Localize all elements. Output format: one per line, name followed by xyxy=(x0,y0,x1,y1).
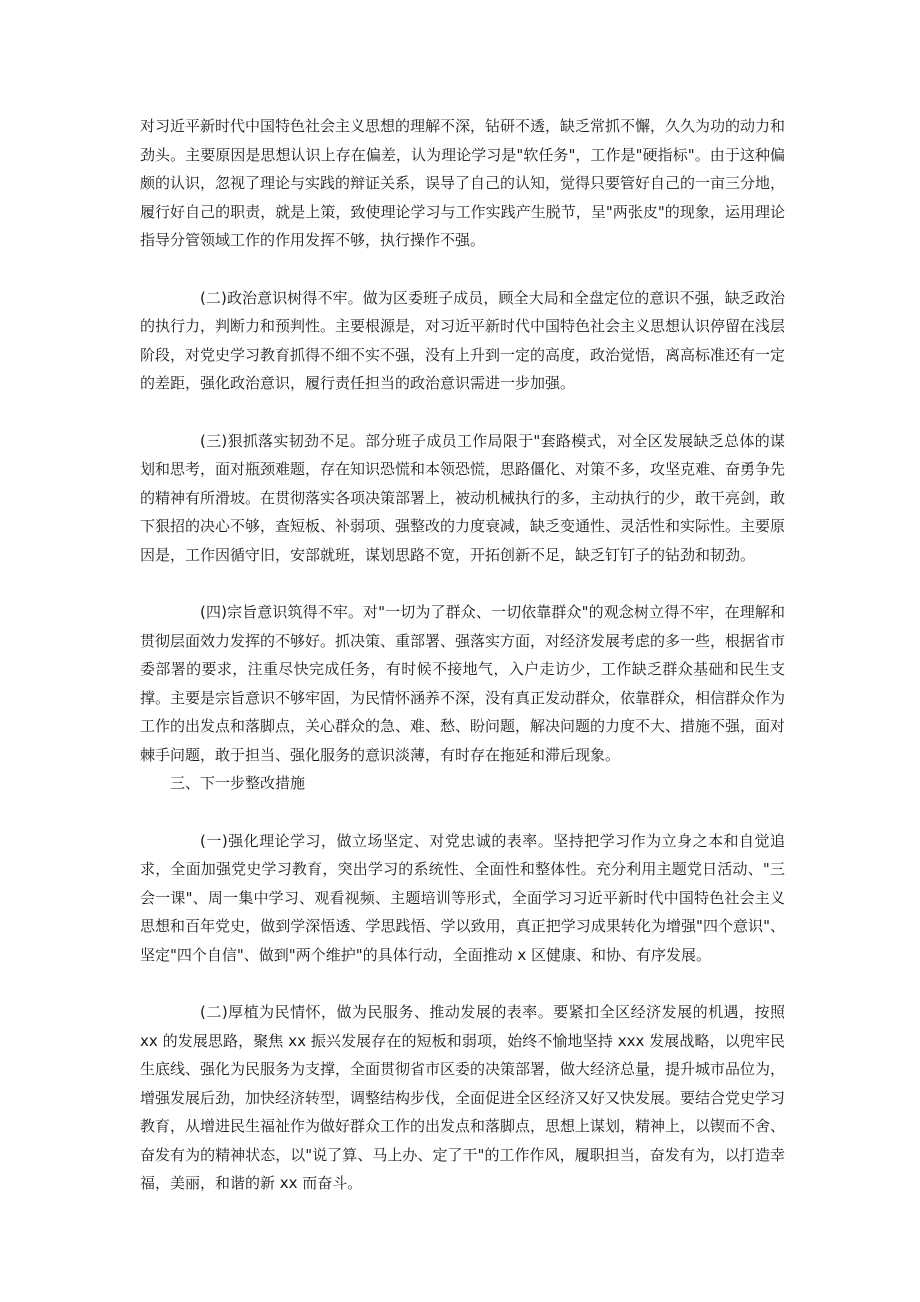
paragraph-serve-people: (二)厚植为民情怀，做为民服务、推动发展的表率。要紧扣全区经济发展的机遇，按照 xx 的发展思路，聚焦 xx 振兴发展存在的短板和弱项，始终不愉地坚持 xxx 发展战略，以兜牢民生底线、强化为民服务为支撑，全面贯彻省市区委的决策部署，做大经济总量，提升城市品位为，增强发展后劲，加快经济转型，调整结构步伐，全面促进全区经济又好又快发展。要结合党史学习教育，从增进民生福祉作为做好群众工作的出发点和落脚点，思想上谋划，精神上，以锲而不舍、奋发有为的精神状态，以"说了算、马上办、定了干"的工作作风，履职担当，奋发有为，以打造幸福，美丽，和谐的新 xx 而奋斗。 xyxy=(140,1003,786,1192)
section-heading-rectification: 三、下一步整改措施 xyxy=(170,774,306,792)
paragraph-political-awareness: (二)政治意识树得不牢。做为区委班子成员，顾全大局和全盘定位的意识不强，缺乏政治的执行力，判断力和预判性。主要根源是，对习近平新时代中国特色社会主义思想认识停留在浅层阶段，对党史学习教育抓得不细不实不强，没有上升到一定的高度，政治觉悟，离高标准还有一定的差距，强化政治意识，履行责任担当的政治意识需进一步加强。 xyxy=(140,288,786,392)
paragraph-purpose-awareness: (四)宗旨意识筑得不牢。对"一切为了群众、一切依靠群众"的观念树立得不牢，在理解和贯彻层面效力发挥的不够好。抓决策、重部署、强落实方面，对经济发展考虑的多一些，根据省市委部署的要求，注重尽快完成任务，有时候不接地气，入户走访少，工作缺乏群众基础和民生支撑。主要是宗旨意识不够牢固，为民情怀涵养不深，没有真正发动群众，依靠群众，相信群众作为工作的出发点和落脚点，关心群众的急、难、愁、盼问题，解决问题的力度不大、措施不强，面对棘手问题，敢于担当、强化服务的意识淡薄，有时存在拖延和滞后现象。 xyxy=(140,603,786,764)
paragraph-theory-study: (一)强化理论学习，做立场坚定、对党忠诚的表率。坚持把学习作为立身之本和自觉追求，全面加强党史学习教育，突出学习的系统性、全面性和整体性。充分利用主题党日活动、"三会一课"、周一集中学习、观看视频、主题培训等形式，全面学习习近平新时代中国特色社会主义思想和百年党史，做到学深悟透、学思践悟、学以致用，真正把学习成果转化为增强"四个意识"、坚定"四个自信"、做到"两个维护"的具体行动，全面推动 x 区健康、和协、有序发展。 xyxy=(140,831,785,964)
document-body xyxy=(140,112,785,1198)
paragraph-implementation: (三)狠抓落实韧劲不足。部分班子成员工作局限于"套路模式，对全区发展缺乏总体的谋划和思考，面对瓶颈难题，存在知识恐慌和本领恐慌，思路僵化、对策不多，攻坚克难、奋勇争先的精神有所滑坡。在贯彻落实各项决策部署上，被动机械执行的多，主动执行的少，敢干亮剑，敢下狠招的决心不够，查短板、补弱项、强整改的力度衰减，缺乏变通性、灵活性和实际性。主要原因是，工作因循守旧，安部就班，谋划思路不宽，开拓创新不足，缺乏钉钉子的钻劲和韧劲。 xyxy=(140,431,786,564)
paragraph-continuation: 对习近平新时代中国特色社会主义思想的理解不深，钻研不透，缺乏常抓不懈，久久为功的动力和劲头。主要原因是思想认识上存在偏差，认为理论学习是"软任务"，工作是"硬指标"。由于这种偏颇的认识，忽视了理论与实践的辩证关系，误导了自己的认知，觉得只要管好自己的一亩三分地，履行好自己的职责，就是上策，致使理论学习与工作实践产生脱节，呈"两张皮"的现象，运用理论指导分管领域工作的作用发挥不够，执行操作不强。 xyxy=(140,117,786,249)
